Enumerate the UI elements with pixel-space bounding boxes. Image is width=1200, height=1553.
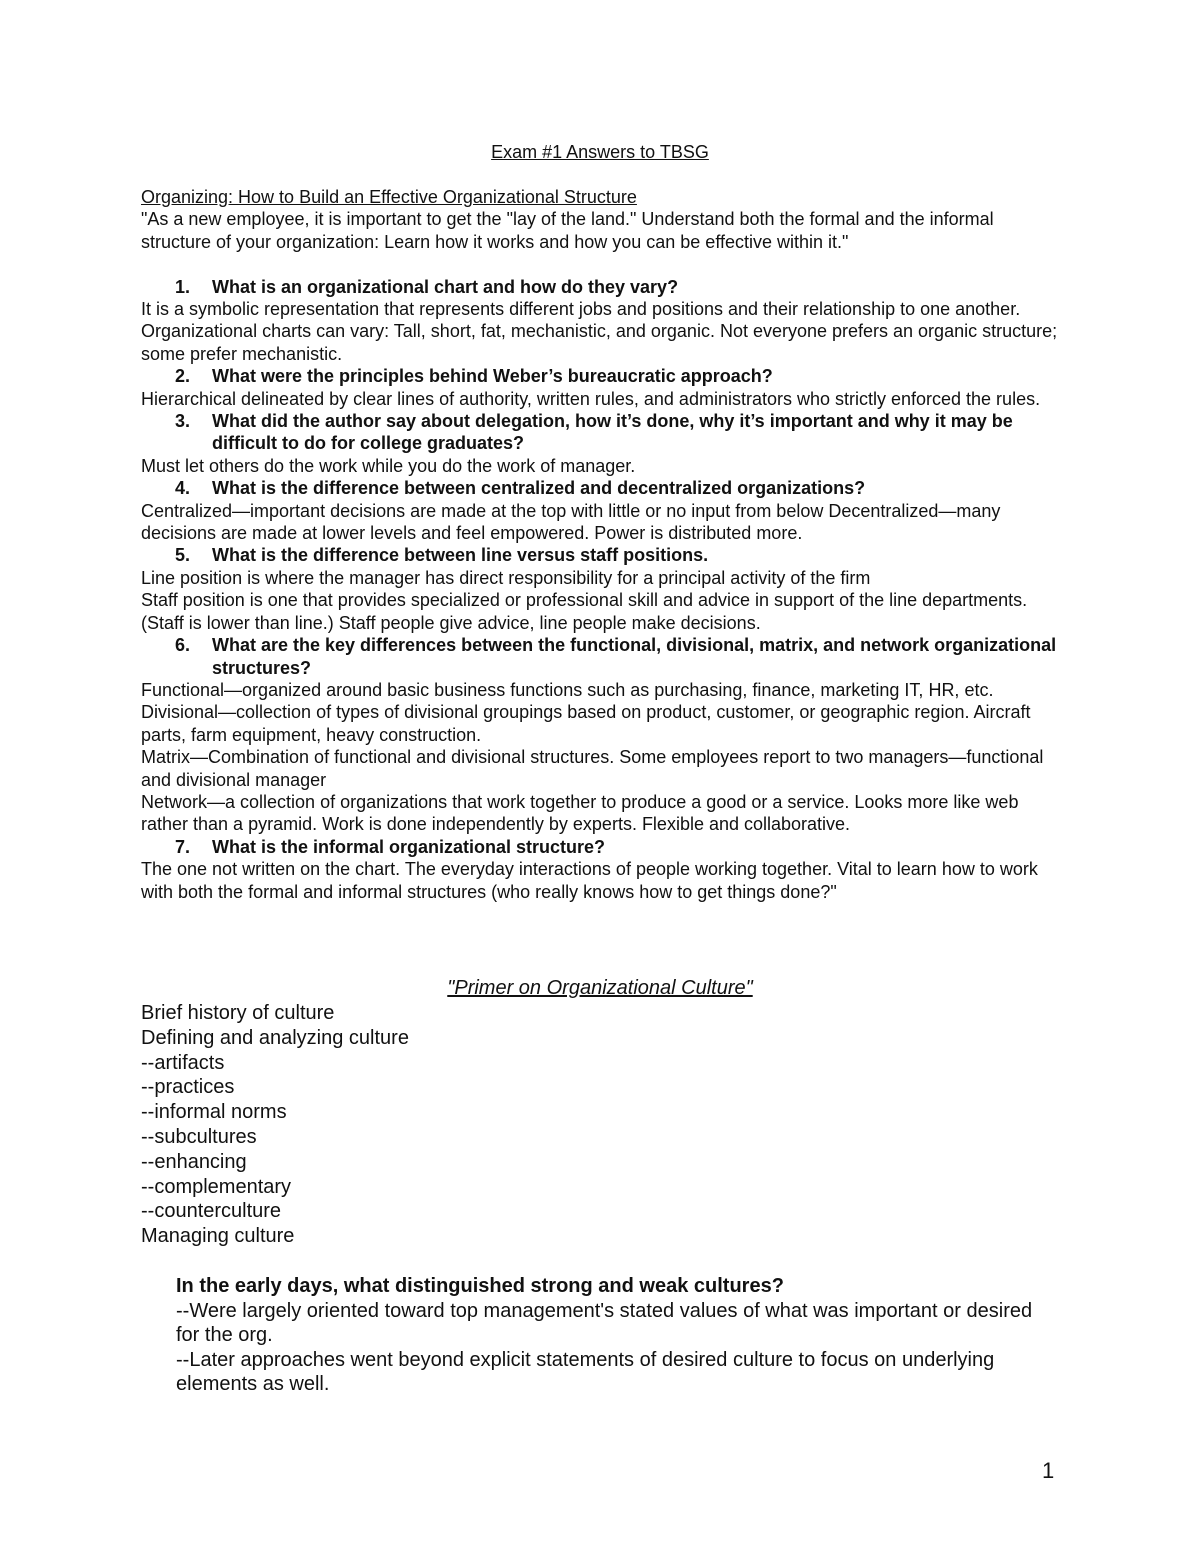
culture-question: In the early days, what distinguished strong and weak cultures? [176,1275,784,1297]
outline-item: --counterculture [141,1200,282,1223]
answer-text: Matrix—Combination of functional and divisional structures. Some employees report to two managers—functional and divisional manager [141,747,1044,790]
organizing-section [141,186,1066,903]
page-number: 1 [1042,1458,1055,1483]
answer-text: Hierarchical delineated by clear lines of authority, written rules, and administrators who strictly enforced the rules. [141,388,1041,409]
section-heading: Organizing: How to Build an Effective Organizational Structure [141,187,637,207]
question-answer-list [141,276,1066,903]
question-text: What is an organizational chart and how do they vary? [212,276,679,297]
question-item [175,410,1066,455]
question-text: What is the difference between centralized and decentralized organizations? [212,478,866,499]
answer-text: Functional—organized around basic business functions such as purchasing, finance, marketing IT, HR, etc. [141,679,994,700]
primer-title: "Primer on Organizational Culture" [447,977,753,999]
spacer [141,253,1066,275]
question-item [175,365,1066,387]
question-item [175,544,1066,566]
question-number: 5. [175,545,191,566]
outline-item: Managing culture [141,1225,295,1248]
culture-answer: --Were largely oriented toward top management's stated values of what was important or desired for the org. [176,1299,1033,1347]
outline-item: --subcultures [141,1125,257,1148]
answer-text: The one not written on the chart. The everyday interactions of people working together. Vital to learn how to work with both the formal and informal structures (who really knows how to get things done?" [141,859,1038,902]
question-text: What were the principles behind Weber’s bureaucratic approach? [212,366,773,387]
answer-text: Centralized—important decisions are made at the top with little or no input from below Decentralized—many decisions are made at lower levels and feel empowered. Power is distributed more. [141,500,1001,544]
culture-answer: --Later approaches went beyond explicit statements of desired culture to focus on underlying elements as well. [176,1348,995,1396]
outline-item: --enhancing [141,1150,247,1173]
outline-item: --informal norms [141,1101,287,1124]
question-number: 3. [175,411,191,432]
answer-text: Network—a collection of organizations that work together to produce a good or a service. Looks more like web rather than a pyramid. Work is done independently by experts. Flexible and collaborative. [141,791,1019,835]
answer-text: It is a symbolic representation that represents different jobs and positions and their relationship to one another. Organizational charts can vary: Tall, short, fat, mechanistic, and organic. Not everyone prefers an organic structure; some prefer mechanistic. [141,299,1058,364]
question-item [175,276,1066,298]
question-text: What is the informal organizational structure? [212,836,606,857]
outline-item: --practices [141,1076,235,1099]
question-text: What is the difference between line versus staff positions. [212,545,709,566]
question-text: What are the key differences between the functional, divisional, matrix, and network organizational structures? [212,635,1057,678]
document-title: Exam #1 Answers to TBSG [491,142,709,162]
question-item [175,836,1066,858]
question-number: 1. [175,276,191,297]
question-number: 6. [175,635,191,656]
culture-question-block [176,1274,1036,1397]
culture-outline-list [141,1001,741,1249]
answer-text: Staff position is one that provides specialized or professional skill and advice in support of the line departments. (Staff is lower than line.) Staff people give advice, line people make decisions. [141,590,1028,633]
question-number: 7. [175,836,191,857]
answer-text: Line position is where the manager has direct responsibility for a principal activity of the firm [141,567,871,588]
answer-text: Must let others do the work while you do the work of manager. [141,455,636,476]
outline-item: Brief history of culture [141,1002,335,1024]
outline-item: Defining and analyzing culture [141,1026,409,1049]
answer-text: Divisional—collection of types of divisional groupings based on product, customer, or geographic region. Aircraft parts, farm equipment, heavy construction. [141,702,1031,745]
section-intro: "As a new employee, it is important to get the "lay of the land." Understand both the formal and the informal structure of your organization: Learn how it works and how you can be effective within it." [141,209,994,252]
question-item [175,477,1066,499]
question-number: 2. [175,366,191,387]
question-text: What did the author say about delegation, how it’s done, why it’s important and why it may be difficult to do for college graduates? [212,411,1013,454]
question-number: 4. [175,478,191,499]
outline-item: --artifacts [141,1051,225,1074]
question-item [175,634,1066,679]
outline-item: --complementary [141,1175,292,1198]
